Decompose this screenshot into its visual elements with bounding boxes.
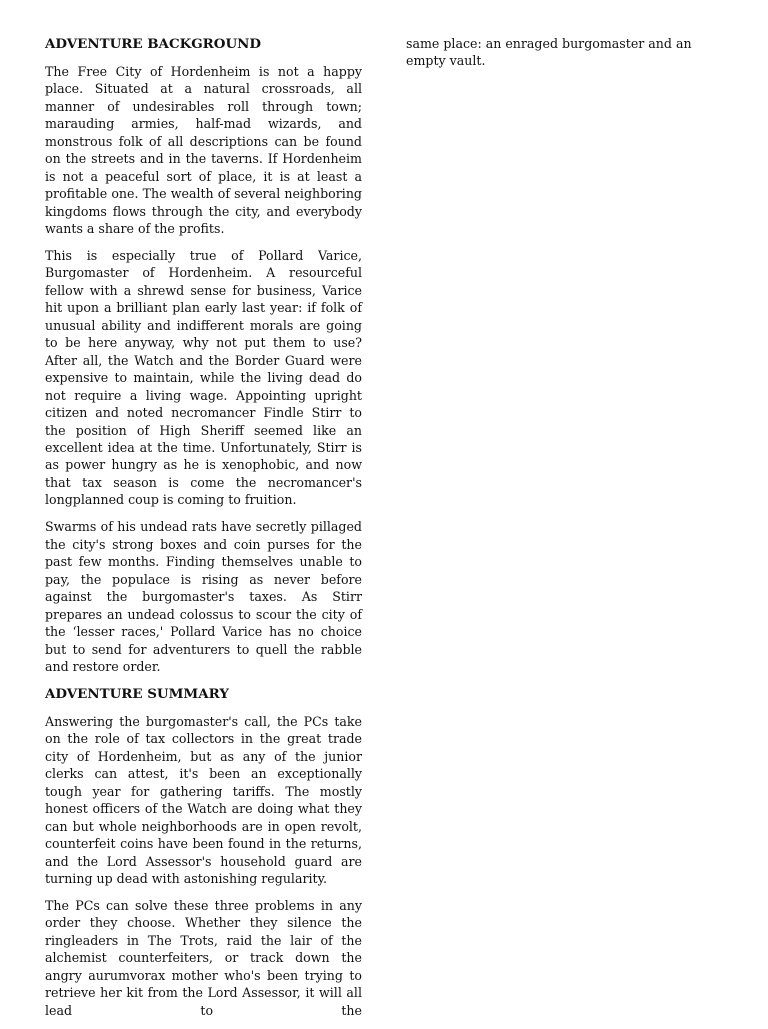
right-column — [406, 35, 726, 70]
background-paragraph-1: The Free City of Hordenheim is not a happy place. Situated at a natural crossroads, all manner of undesirables roll through town; marauding armies, half-mad wizards, and monstrous folk of all descriptions can be found on the streets and in the taverns. If Hordenheim is not a peaceful sort of place, it is at least a profitable one. The wealth of several neighboring kingdoms flows through the city, and everybody wants a share of the profits. — [45, 64, 362, 237]
background-heading: ADVENTURE BACKGROUND — [45, 36, 262, 52]
left-column — [45, 35, 362, 1029]
summary-paragraph-2: The PCs can solve these three problems in any order they choose. Whether they silence the ringleaders in The Trots, raid the lair of the alchemist counterfeiters, or track down the angry aurumvorax mother who's been trying to retrieve her kit from the Lord Assessor, it will all lead to the — [45, 897, 362, 1018]
summary-paragraph-1: Answering the burgomaster's call, the PCs take on the role of tax collectors in the great trade city of Hordenheim, but as any of the junior clerks can attest, it's been an exceptionally tough year for gathering tariffs. The mostly honest officers of the Watch are doing what they can but whole neighborhoods are in open revolt, counterfeit coins have been found in the returns, and the Lord Assessor's household guard are turning up dead with astonishing regularity. — [45, 713, 362, 886]
background-paragraph-2: This is especially true of Pollard Varice, Burgomaster of Hordenheim. A resourceful fellow with a shrewd sense for business, Varice hit upon a brilliant plan early last year: if folk of unusual ability and indifferent morals are going to be here anyway, why not put them to use? After all, the Watch and the Border Guard were expensive to maintain, while the living dead do not require a living wage. Appointing upright citizen and noted necromancer Findle Stirr to the position of High Sheriff seemed like an excellent idea at the time. Unfortunately, Stirr is as power hungry as he is xenophobic, and now that tax season is come the necromancer's longplanned coup is coming to fruition. — [45, 248, 362, 508]
summary-paragraph-2-continuation: same place: an enraged burgomaster and an empty vault. — [406, 36, 692, 69]
summary-heading: ADVENTURE SUMMARY — [45, 685, 229, 702]
background-paragraph-3: Swarms of his undead rats have secretly pillaged the city's strong boxes and coin purses for the past few months. Finding themselves unable to pay, the populace is rising as never before against the burgomaster's taxes. As Stirr prepares an undead colossus to scour the city of the ‘lesser races,' Pollard Varice has no choice but to send for adventurers to quell the rabble and restore order. — [45, 519, 362, 674]
